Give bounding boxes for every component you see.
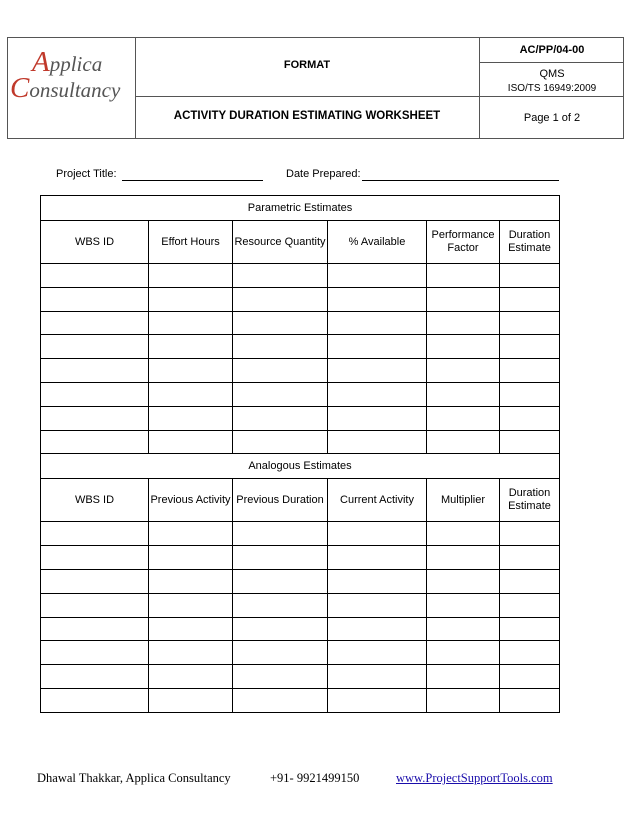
table-cell[interactable] (149, 382, 233, 406)
table-cell[interactable] (233, 641, 328, 665)
parametric-section-header (41, 196, 560, 221)
table-cell[interactable] (233, 617, 328, 641)
table-cell[interactable] (500, 287, 560, 311)
page-number: Page 1 of 2 (523, 112, 581, 124)
column-header: Performance Factor (427, 221, 500, 264)
table-cell[interactable] (41, 430, 149, 454)
table-row (41, 382, 560, 406)
table-cell[interactable] (328, 359, 427, 383)
document-code: AC/PP/04-00 (519, 44, 585, 56)
analogous-column-headers (41, 479, 560, 522)
table-row (41, 688, 560, 712)
table-cell[interactable] (500, 406, 560, 430)
table-row (41, 335, 560, 359)
column-header: Previous Duration (233, 479, 328, 522)
table-row (41, 665, 560, 689)
table-cell[interactable] (427, 359, 500, 383)
table-row (41, 406, 560, 430)
column-header: Multiplier (427, 479, 500, 522)
table-cell[interactable] (41, 641, 149, 665)
table-row (41, 430, 560, 454)
table-cell[interactable] (500, 617, 560, 641)
table-cell[interactable] (328, 430, 427, 454)
estimating-worksheet-table (40, 195, 560, 713)
table-cell[interactable] (41, 665, 149, 689)
footer-phone: +91- 9921499150 (270, 771, 360, 785)
table-row (41, 311, 560, 335)
qms-label: QMS (539, 68, 565, 80)
column-header: Duration Estimate (500, 221, 560, 264)
table-cell[interactable] (427, 335, 500, 359)
table-cell[interactable] (427, 382, 500, 406)
table-cell[interactable] (41, 406, 149, 430)
parametric-column-headers (41, 221, 560, 264)
table-row (41, 617, 560, 641)
table-cell[interactable] (427, 522, 500, 546)
table-cell[interactable] (500, 335, 560, 359)
table-cell[interactable] (328, 593, 427, 617)
table-cell[interactable] (233, 430, 328, 454)
table-cell[interactable] (233, 382, 328, 406)
date-prepared-field[interactable] (362, 180, 559, 181)
table-cell[interactable] (149, 311, 233, 335)
table-cell[interactable] (233, 593, 328, 617)
table-cell[interactable] (500, 641, 560, 665)
table-cell[interactable] (41, 569, 149, 593)
table-cell[interactable] (41, 264, 149, 288)
table-cell[interactable] (41, 522, 149, 546)
column-header: Resource Quantity (233, 221, 328, 264)
column-header: WBS ID (41, 479, 149, 522)
table-cell[interactable] (328, 522, 427, 546)
table-cell[interactable] (149, 688, 233, 712)
section-title: Analogous Estimates (41, 454, 560, 479)
table-cell[interactable] (427, 311, 500, 335)
table-cell[interactable] (500, 359, 560, 383)
table-row (41, 287, 560, 311)
table-cell[interactable] (41, 287, 149, 311)
table-cell[interactable] (41, 688, 149, 712)
table-cell[interactable] (149, 593, 233, 617)
table-cell[interactable] (149, 335, 233, 359)
table-cell[interactable] (500, 382, 560, 406)
table-cell[interactable] (41, 546, 149, 570)
table-cell[interactable] (233, 522, 328, 546)
column-header: Duration Estimate (500, 479, 560, 522)
table-cell[interactable] (233, 546, 328, 570)
table-cell[interactable] (427, 665, 500, 689)
table-cell[interactable] (500, 430, 560, 454)
column-header: Current Activity (328, 479, 427, 522)
table-row (41, 264, 560, 288)
worksheet-title: ACTIVITY DURATION ESTIMATING WORKSHEET (173, 110, 441, 122)
table-cell[interactable] (41, 617, 149, 641)
table-cell[interactable] (41, 335, 149, 359)
table-cell[interactable] (500, 546, 560, 570)
table-cell[interactable] (149, 406, 233, 430)
table-cell[interactable] (233, 335, 328, 359)
table-cell[interactable] (149, 617, 233, 641)
table-cell[interactable] (500, 593, 560, 617)
table-cell[interactable] (427, 569, 500, 593)
table-cell[interactable] (500, 311, 560, 335)
table-cell[interactable] (328, 382, 427, 406)
table-cell[interactable] (233, 264, 328, 288)
column-header: % Available (328, 221, 427, 264)
logo-initial: C (10, 72, 30, 104)
table-cell[interactable] (41, 382, 149, 406)
table-cell[interactable] (500, 569, 560, 593)
table-cell[interactable] (233, 359, 328, 383)
table-cell[interactable] (500, 688, 560, 712)
table-row (41, 359, 560, 383)
table-row (41, 593, 560, 617)
logo-initial: A (32, 46, 50, 78)
table-cell[interactable] (328, 641, 427, 665)
table-cell[interactable] (233, 406, 328, 430)
table-cell[interactable] (149, 665, 233, 689)
table-cell[interactable] (328, 617, 427, 641)
format-label: FORMAT (283, 59, 331, 71)
table-cell[interactable] (233, 287, 328, 311)
table-cell[interactable] (328, 406, 427, 430)
iso-standard: ISO/TS 16949:2009 (507, 83, 597, 94)
table-cell[interactable] (41, 593, 149, 617)
table-cell[interactable] (427, 287, 500, 311)
table-cell[interactable] (41, 311, 149, 335)
table-row (41, 641, 560, 665)
project-title-label: Project Title: (56, 168, 117, 180)
header-divider (135, 38, 136, 138)
table-cell[interactable] (427, 688, 500, 712)
table-cell[interactable] (328, 688, 427, 712)
table-cell[interactable] (233, 311, 328, 335)
logo-text: pplica (49, 52, 103, 76)
table-cell[interactable] (328, 264, 427, 288)
table-cell[interactable] (149, 359, 233, 383)
table-cell[interactable] (500, 522, 560, 546)
header-divider (479, 62, 623, 63)
table-cell[interactable] (328, 546, 427, 570)
company-logo (10, 46, 134, 104)
table-cell[interactable] (149, 287, 233, 311)
table-cell[interactable] (149, 430, 233, 454)
section-title: Parametric Estimates (41, 196, 560, 221)
column-header: WBS ID (41, 221, 149, 264)
footer-author: Dhawal Thakkar, Applica Consultancy (37, 771, 231, 785)
analogous-section-header (41, 454, 560, 479)
header-divider (135, 96, 623, 97)
column-header: Effort Hours (149, 221, 233, 264)
table-cell[interactable] (500, 665, 560, 689)
table-cell[interactable] (149, 641, 233, 665)
table-cell[interactable] (427, 406, 500, 430)
table-cell[interactable] (328, 569, 427, 593)
table-cell[interactable] (233, 665, 328, 689)
table-row (41, 569, 560, 593)
table-cell[interactable] (427, 546, 500, 570)
column-header: Previous Activity (149, 479, 233, 522)
table-cell[interactable] (149, 546, 233, 570)
table-cell[interactable] (328, 311, 427, 335)
document-header (7, 37, 624, 139)
date-prepared-label: Date Prepared: (286, 168, 361, 180)
table-cell[interactable] (233, 688, 328, 712)
table-cell[interactable] (427, 617, 500, 641)
table-row (41, 546, 560, 570)
table-cell[interactable] (149, 264, 233, 288)
table-cell[interactable] (41, 359, 149, 383)
table-cell[interactable] (328, 335, 427, 359)
table-cell[interactable] (149, 522, 233, 546)
footer-website-link[interactable]: www.ProjectSupportTools.com (396, 771, 553, 785)
table-cell[interactable] (427, 264, 500, 288)
table-cell[interactable] (328, 665, 427, 689)
project-title-field[interactable] (122, 180, 263, 181)
table-cell[interactable] (149, 569, 233, 593)
table-cell[interactable] (500, 264, 560, 288)
table-row (41, 522, 560, 546)
table-cell[interactable] (427, 641, 500, 665)
logo-text: onsultancy (29, 78, 121, 102)
table-cell[interactable] (233, 569, 328, 593)
table-cell[interactable] (427, 430, 500, 454)
table-cell[interactable] (328, 287, 427, 311)
table-cell[interactable] (427, 593, 500, 617)
